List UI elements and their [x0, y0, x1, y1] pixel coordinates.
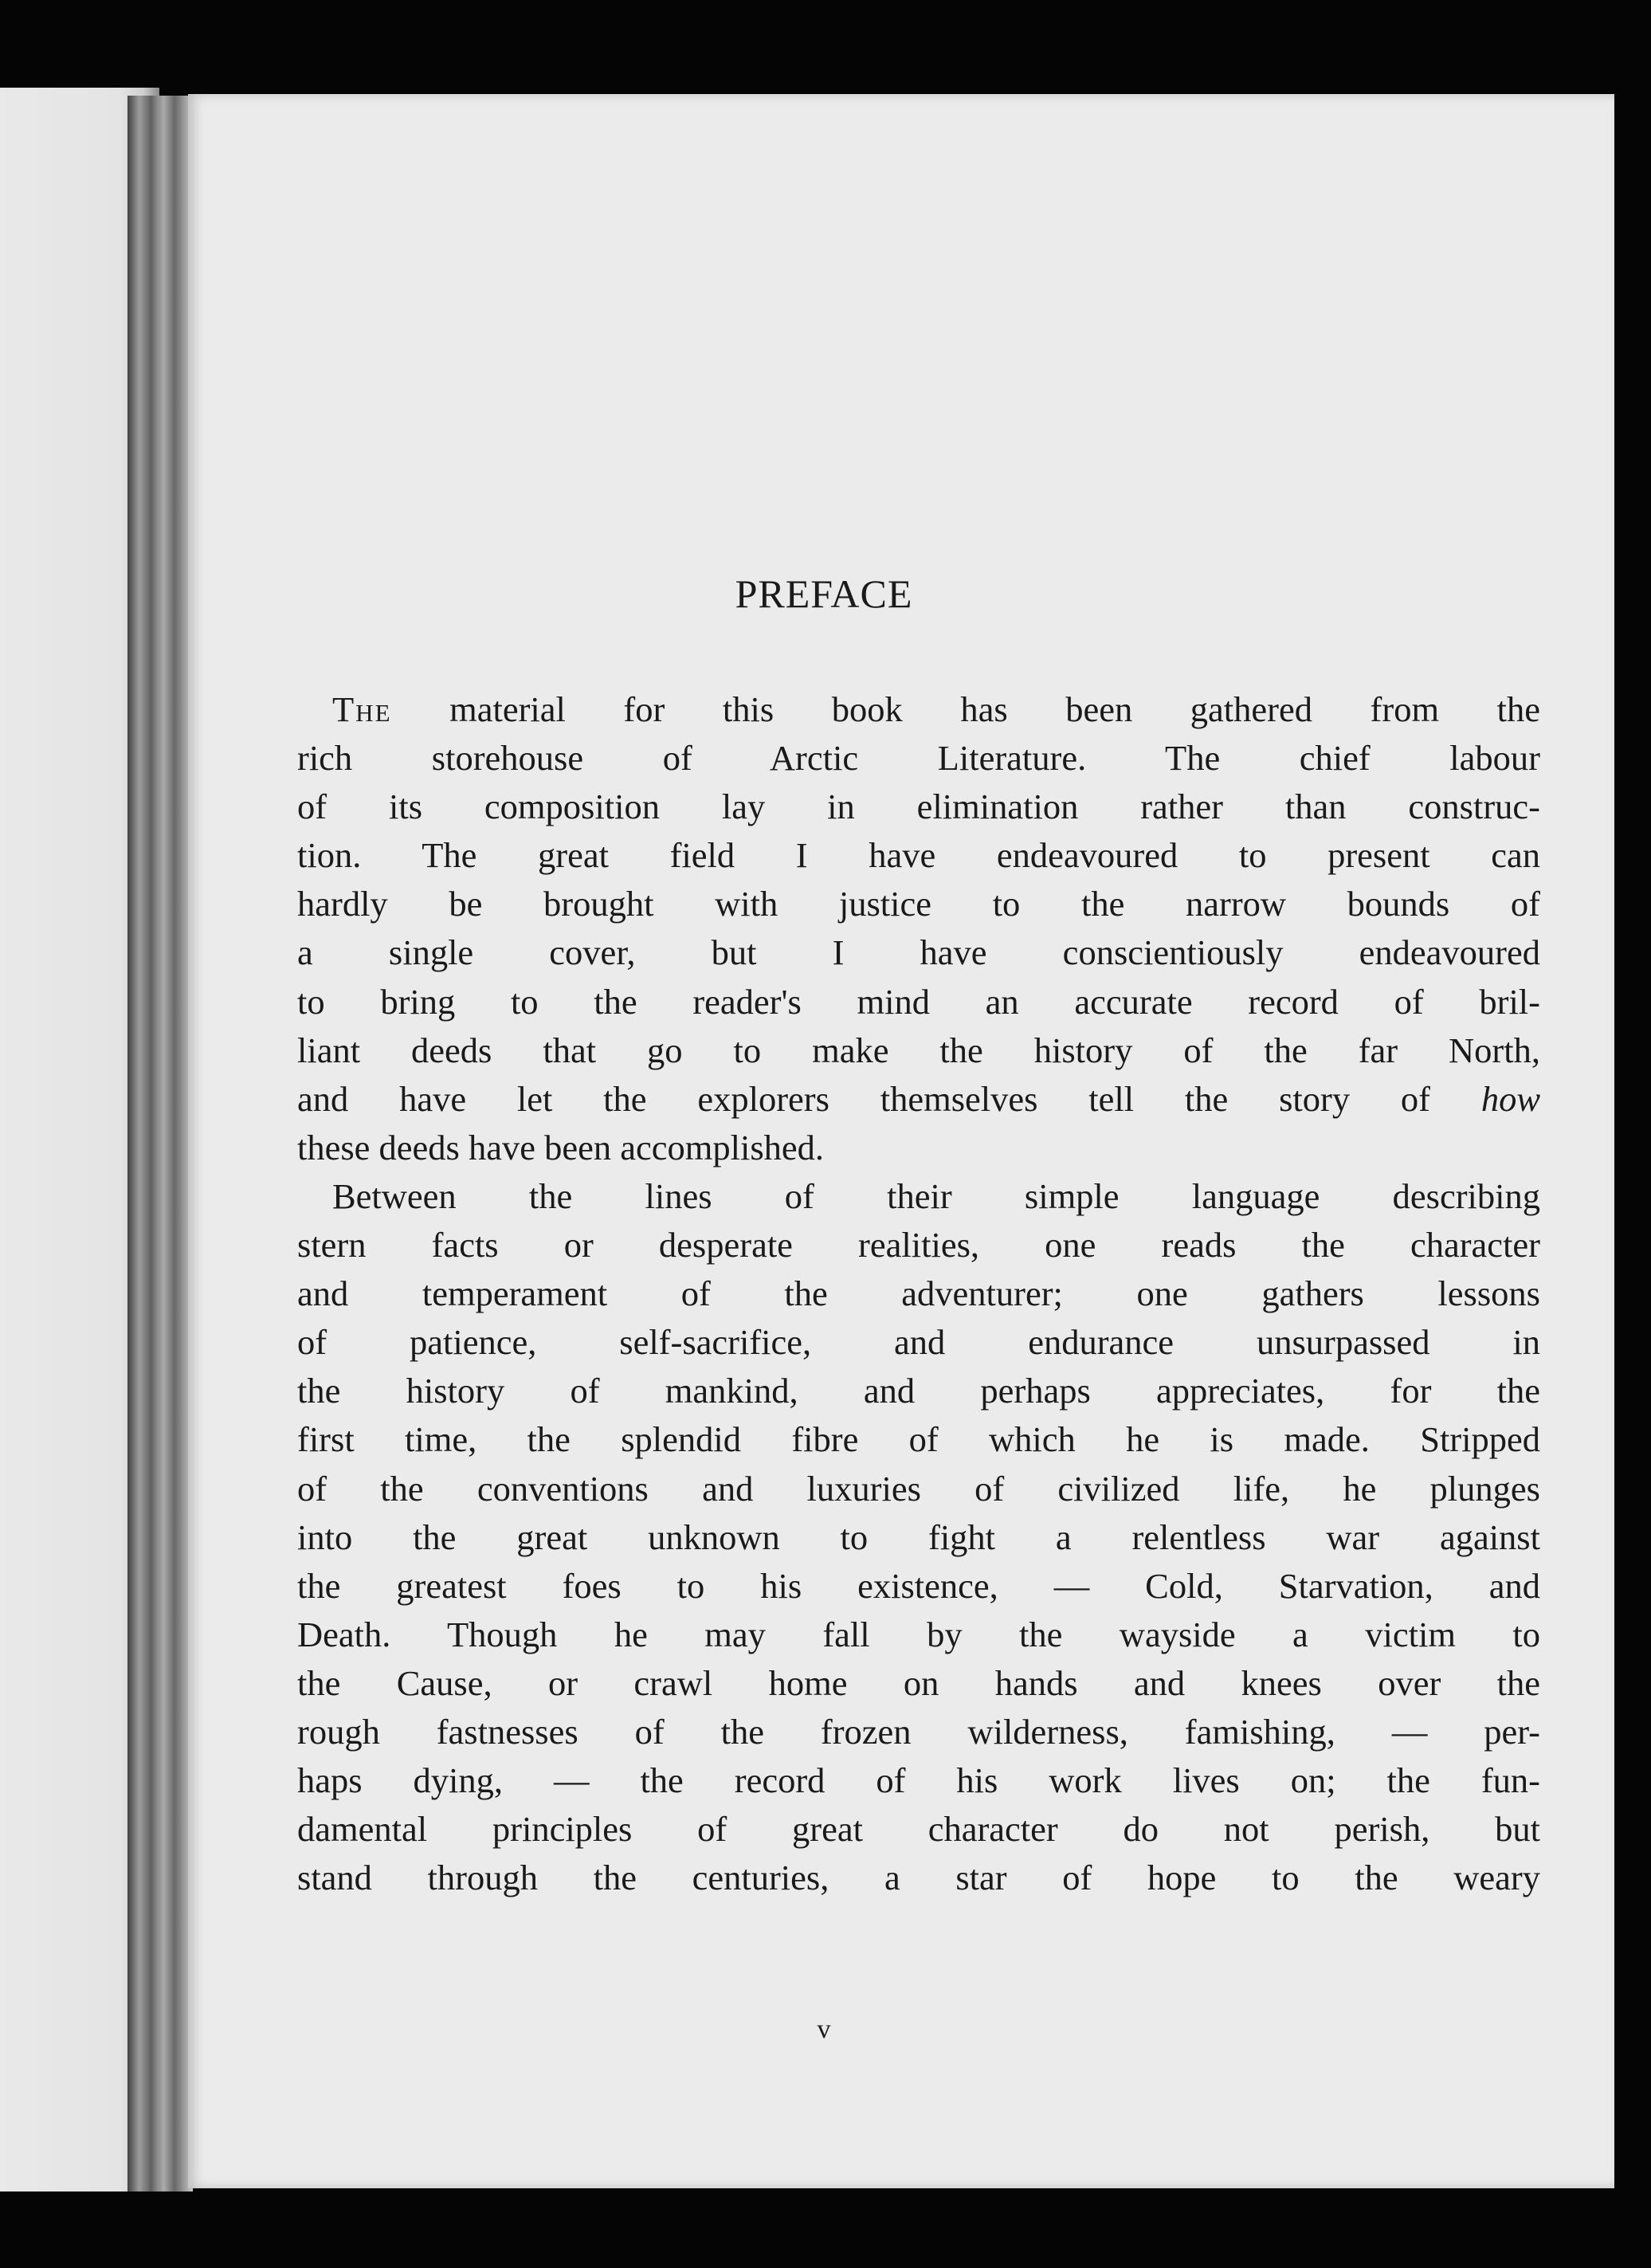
text-line: stand through the centuries, a star of hope to the weary [297, 1858, 1540, 1898]
text-line: rough fastnesses of the frozen wilderness, famishing, — per- [297, 1711, 1540, 1752]
text-line: of its composition lay in elimination rather than construc- [297, 787, 1540, 827]
page-title: PREFACE [735, 571, 913, 616]
text-line: tion. The great field I have endeavoured to present can [297, 835, 1540, 876]
text-line: The material for this book has been gathered from the [332, 689, 1540, 729]
text-line: of the conventions and luxuries of civilized life, he plunges [297, 1468, 1540, 1509]
emphasis-word: how [1480, 1078, 1540, 1119]
text-line: and have let the explorers themselves tell the story of how [297, 1078, 1540, 1119]
text-line: hardly be brought with justice to the narrow bounds of [297, 884, 1540, 924]
text-line: haps dying, — the record of his work lives on; the fun- [297, 1760, 1540, 1801]
drop-word: The [332, 689, 392, 729]
text-line: rich storehouse of Arctic Literature. The chief labour [297, 738, 1540, 779]
text-line: of patience, self-sacrifice, and endurance unsurpassed in [297, 1322, 1540, 1363]
text-line: these deeds have been accomplished. [297, 1127, 825, 1167]
preface-body [297, 685, 1540, 1902]
text-line: Death. Though he may fall by the wayside a victim to [297, 1614, 1540, 1654]
text-line: and temperament of the adventurer; one gathers lessons [297, 1273, 1540, 1314]
text-line: into the great unknown to fight a relentless war against [297, 1517, 1540, 1557]
text-line: first time, the splendid fibre of which he is made. Stripped [297, 1419, 1540, 1460]
text-line: the Cause, or crawl home on hands and knees over the [297, 1662, 1540, 1703]
text-line: Between the lines of their simple language describing [332, 1175, 1540, 1216]
text-line: damental principles of great character do not perish, but [297, 1809, 1540, 1850]
text-line: a single cover, but I have conscientiously endeavoured [297, 932, 1540, 973]
book-gutter [127, 96, 193, 2191]
page-number: v [817, 2015, 831, 2044]
text-line: the history of mankind, and perhaps appreciates, for the [297, 1371, 1540, 1411]
text-line: to bring to the reader's mind an accurate record of bril- [297, 981, 1540, 1022]
text-line: stern facts or desperate realities, one reads the character [297, 1225, 1540, 1265]
text-line: liant deeds that go to make the history of the far North, [297, 1030, 1540, 1070]
book-page [188, 94, 1614, 2188]
text-line: the greatest foes to his existence, — Cold, Starvation, and [297, 1565, 1540, 1606]
